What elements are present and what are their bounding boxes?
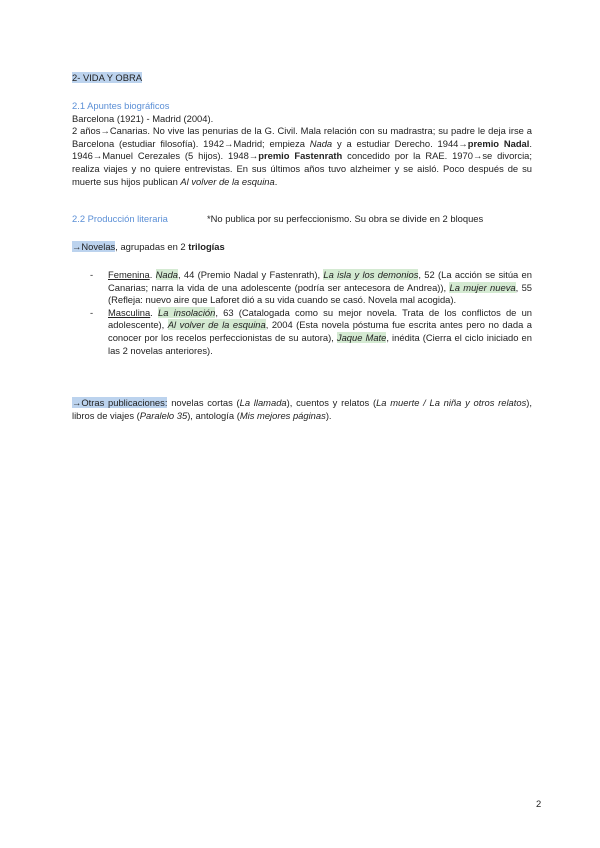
bio-text: . [274,175,278,187]
bio-premio-fastenrath: premio Fastenrath [258,150,343,162]
femenina-text: , 52 (La acción se sitúa en Canarias; narra la vida de una adolescente (podría ser antecesora de Andrea)), [108,269,532,293]
production-note: *No publica por su perfeccionismo. Su obra se divide en 2 bloques [207,213,484,224]
bio-text: y a estudiar Derecho. 1944→ [332,137,468,149]
bio-paragraph [72,125,532,188]
bio-line1: Barcelona (1921) - Madrid (2004). [72,112,214,124]
otras-text: ). [325,409,332,421]
masculina-text: . [150,306,159,318]
bio-text: . 1946→Manuel Cerezales (5 hijos). 1948→ [72,137,532,162]
book-mujer-nueva: La mujer nueva [449,281,516,293]
book-paralelo: Paralelo 35 [139,409,188,421]
novelas-text: , agrupadas en 2 [115,241,189,252]
section-title: 2- VIDA Y OBRA [72,72,142,83]
femenina-text: , 55 (Refleja: nuevo aire que Laforet dió a su vida cuando se casó. Novela mal acogida). [108,281,532,306]
masculina-text: , inédita (Cierra el ciclo iniciado en las 2 novelas anteriores). [108,331,532,356]
book-isla: La isla y los demonios [323,269,419,280]
otras-label: →Otras publicaciones: [72,397,168,408]
list-dash: - [90,269,94,280]
book-muerte: La muerte / La niña y otros relatos [376,397,527,408]
otras-text: ), libros de viajes ( [72,397,532,421]
book-insolacion: La insolación [158,306,216,318]
production-heading: 2.2 Producción literaria [72,213,168,224]
book-jaque-mate: Jaque Mate [336,331,387,343]
bio-text: 2 años→Canarias. No vive las penurias de la G. Civil. Mala relación con su madrastra; su padre le deja irse a Barcelona (estudiar filosofía). 1942→Madrid; empieza [72,125,532,149]
page-number: 2 [536,798,542,809]
femenina-text: . [149,269,156,280]
book-llamada: La llamada [239,397,287,408]
bio-section [72,100,532,188]
novelas-trilogias: trilogías [188,241,225,252]
list-dash: - [90,306,94,318]
trilogies-list [72,269,532,357]
otras-text: ), antología ( [187,409,240,421]
bio-book-nada: Nada [309,137,333,149]
bio-heading: 2.1 Apuntes biográficos [72,100,170,111]
masculina-text: , 2004 (Esta novela póstuma fue escrita antes pero no dada a conocer por los recelos perfeccionistas de su autora), [108,319,532,343]
book-mejores: Mis mejores páginas [239,409,326,421]
masculina-label: Masculina [108,306,151,318]
production-section [72,213,532,226]
otras-text: ), cuentos y relatos ( [286,397,377,408]
list-item-masculina [72,307,532,357]
otras-text: novelas cortas ( [167,397,240,408]
otras-paragraph [72,397,532,422]
list-item-femenina [72,269,532,307]
femenina-text: , 44 (Premio Nadal y Fastenrath), [178,269,324,280]
section-title-block [72,72,532,85]
femenina-label: Femenina [108,269,150,280]
novelas-line [72,241,532,254]
bio-text: concedido por la RAE. 1970→se divorcia; realiza viajes y no quiere entrevistas. En sus últimos años tuvo alzheimer y se aisló. Poco después de su muerte sus hijos publican [72,150,533,187]
masculina-text: , 63 (Catalogada como su mejor novela. Trata de los conflictos de un adolescente), [108,306,533,331]
book-nada: Nada [155,269,179,280]
novelas-label: →Novelas [72,241,116,252]
bio-book-volver: Al volver de la esquina [180,175,275,187]
bio-premio-nadal: premio Nadal [467,137,530,149]
book-volver: Al volver de la esquina [167,319,266,331]
